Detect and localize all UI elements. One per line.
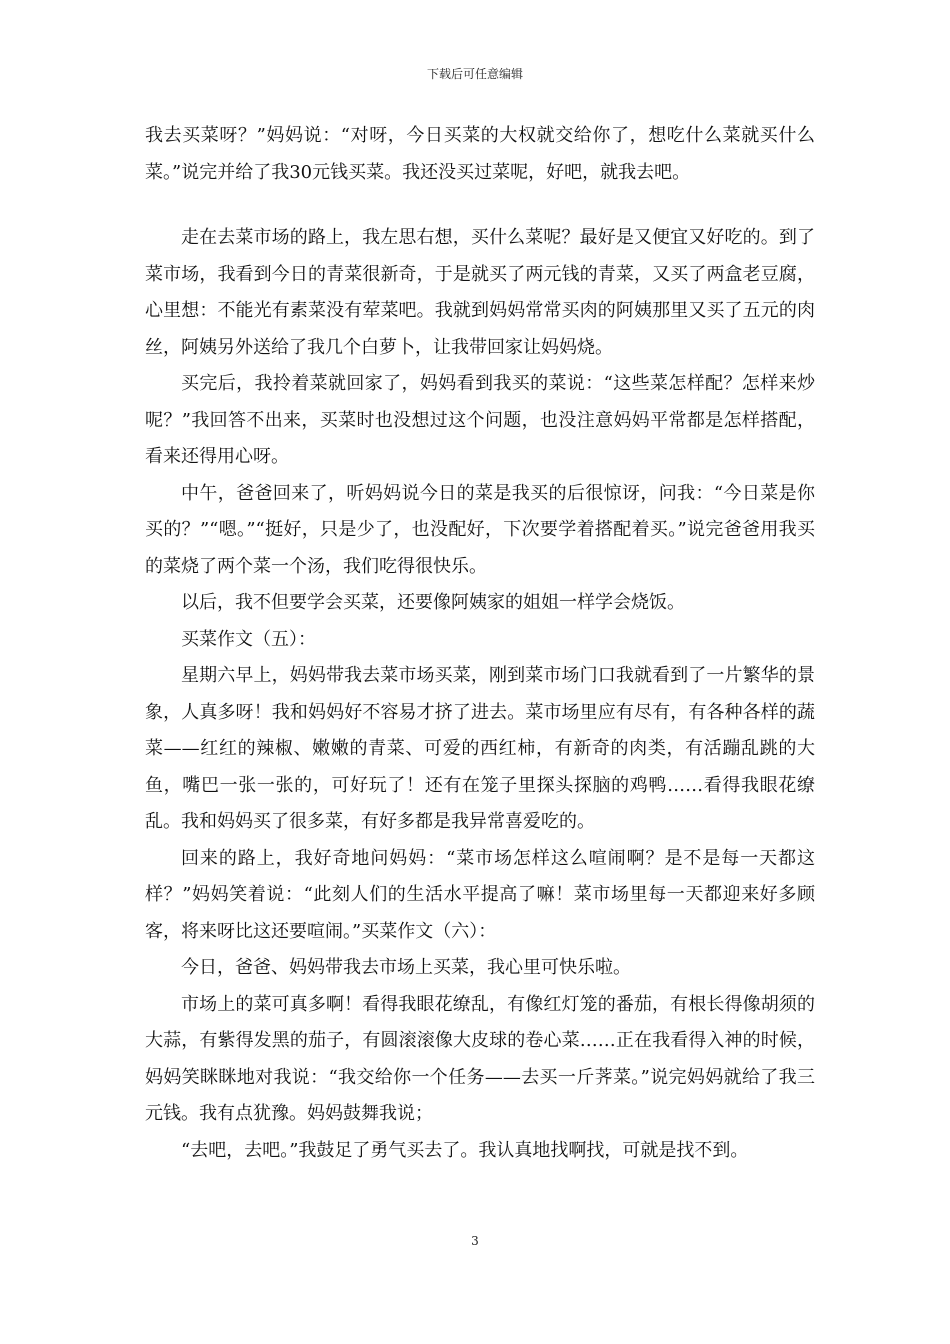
paragraph: 星期六早上，妈妈带我去菜市场买菜，刚到菜市场门口我就看到了一片繁华的景象，人真多呀！我和妈妈好不容易才挤了进去。菜市场里应有尽有，有各种各样的蔬菜——红红的辣椒、嫩嫩的青菜、可爱的西红柿，有新奇的肉类，有活蹦乱跳的大鱼，嘴巴一张一张的，可好玩了！还有在笼子里探头探脑的鸡鸭……看得我眼花缭乱。我和妈妈买了很多菜，有好多都是我异常喜爱吃的。 <box>145 665 815 832</box>
paragraph: “去吧，去吧。”我鼓足了勇气买去了。我认真地找啊找，可就是找不到。 <box>181 1139 749 1161</box>
paragraph: 市场上的菜可真多啊！看得我眼花缭乱，有像红灯笼的番茄，有根长得像胡须的大蒜，有紫得发黑的茄子，有圆滚滚像大皮球的卷心菜……正在我看得入神的时候，妈妈笑眯眯地对我说：“我交给你一个任务——去买一斤荠菜。”说完妈妈就给了我三元钱。我有点犹豫。妈妈鼓舞我说； <box>145 993 815 1124</box>
paragraph: 回来的路上，我好奇地问妈妈：“菜市场怎样这么喧闹啊？是不是每一天都这样？”妈妈笑着说：“此刻人们的生活水平提高了嘛！菜市场里每一天都迎来好多顾客，将来呀比这还要喧闹。”买菜作文（六）： <box>145 847 815 942</box>
document-body <box>145 118 815 1169</box>
paragraph: 走在去菜市场的路上，我左思右想，买什么菜呢？最好是又便宜又好吃的。到了菜市场，我看到今日的青菜很新奇，于是就买了两元钱的青菜，又买了两盒老豆腐，心里想：不能光有素菜没有荤菜吧。我就到妈妈常常买肉的阿姨那里又买了五元的肉丝，阿姨另外送给了我几个白萝卜，让我带回家让妈妈烧。 <box>145 227 815 358</box>
paragraph: 我去买菜呀？”妈妈说：“对呀，今日买菜的大权就交给你了，想吃什么菜就买什么菜。”说完并给了我30元钱买菜。我还没买过菜呢，好吧，就我去吧。 <box>145 125 815 183</box>
paragraph: 买完后，我拎着菜就回家了，妈妈看到我买的菜说：“这些菜怎样配？怎样来炒呢？”我回答不出来，买菜时也没想过这个问题，也没注意妈妈平常都是怎样搭配，看来还得用心呀。 <box>145 373 815 467</box>
paragraph: 以后，我不但要学会买菜，还要像阿姨家的姐姐一样学会烧饭。 <box>181 592 685 613</box>
paragraph: 今日，爸爸、妈妈带我去市场上买菜，我心里可快乐啦。 <box>181 957 631 978</box>
page-header: 下载后可任意编辑 <box>426 67 523 81</box>
section-heading: 买菜作文（五）： <box>181 628 316 650</box>
paragraph: 中午，爸爸回来了，听妈妈说今日的菜是我买的后很惊讶，问我：“今日菜是你买的？”“嗯。”“挺好，只是少了，也没配好，下次要学着搭配着买。”说完爸爸用我买的菜烧了两个菜一个汤，我们吃得很快乐。 <box>145 482 815 577</box>
page-number: 3 <box>471 1234 479 1248</box>
